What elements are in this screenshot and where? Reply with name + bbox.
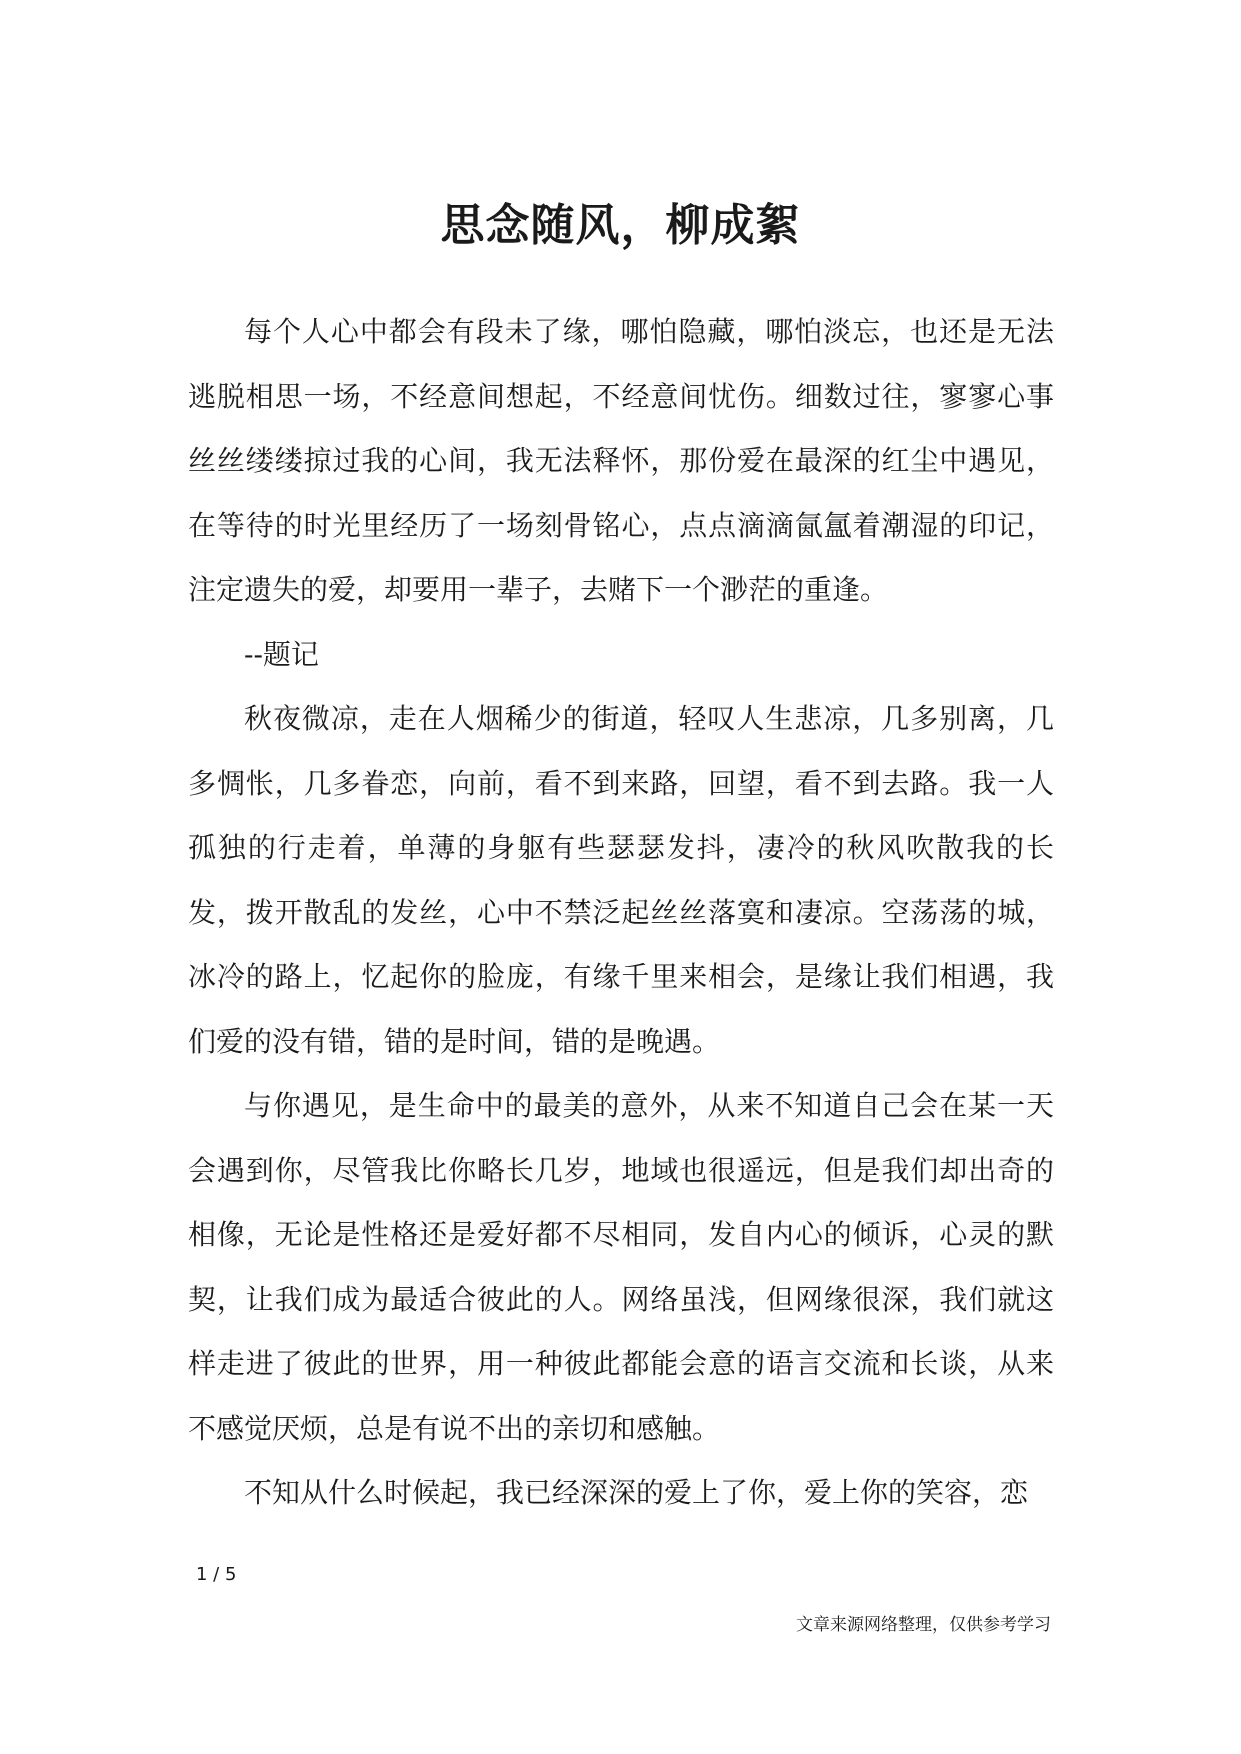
- paragraph-falling-in-love: 不知从什么时候起，我已经深深的爱上了你，爱上你的笑容，恋: [244, 1476, 1029, 1509]
- document-title: 思念随风，柳成絮: [440, 200, 801, 251]
- page-number: 1 / 5: [196, 1564, 237, 1585]
- document-body: [188, 300, 1054, 1526]
- paragraph-meeting: 与你遇见，是生命中的最美的意外，从来不知道自己会在某一天会遇到你，尽管我比你略长几岁，地域也很遥远，但是我们却出奇的相像，无论是性格还是爱好都不尽相同，发自内心的倾诉，心灵的默契，让我们成为最适合彼此的人。网络虽浅，但网缘很深，我们就这样走进了彼此的世界，用一种彼此都能会意的语言交流和长谈，从来不感觉厌烦，总是有说不出的亲切和感触。: [188, 1089, 1054, 1445]
- source-disclaimer: 文章来源网络整理，仅供参考学习: [796, 1615, 1051, 1635]
- paragraph-epigraph-attribution: --题记: [244, 637, 319, 671]
- paragraph-autumn-night: 秋夜微凉，走在人烟稀少的街道，轻叹人生悲凉，几多别离，几多惆怅，几多眷恋，向前，看不到来路，回望，看不到去路。我一人孤独的行走着，单薄的身躯有些瑟瑟发抖，凄冷的秋风吹散我的长发，拨开散乱的发丝，心中不禁泛起丝丝落寞和凄凉。空荡荡的城，冰冷的路上，忆起你的脸庞，有缘千里来相会，是缘让我们相遇，我们爱的没有错，错的是时间，错的是晚遇。: [188, 702, 1054, 1058]
- paragraph-intro: 每个人心中都会有段未了缘，哪怕隐藏，哪怕淡忘，也还是无法逃脱相思一场，不经意间想起，不经意间忧伤。细数过往，寥寥心事丝丝缕缕掠过我的心间，我无法释怀，那份爱在最深的红尘中遇见，在等待的时光里经历了一场刻骨铭心，点点滴滴氤氲着潮湿的印记，注定遗失的爱，却要用一辈子，去赌下一个渺茫的重逢。: [188, 315, 1054, 606]
